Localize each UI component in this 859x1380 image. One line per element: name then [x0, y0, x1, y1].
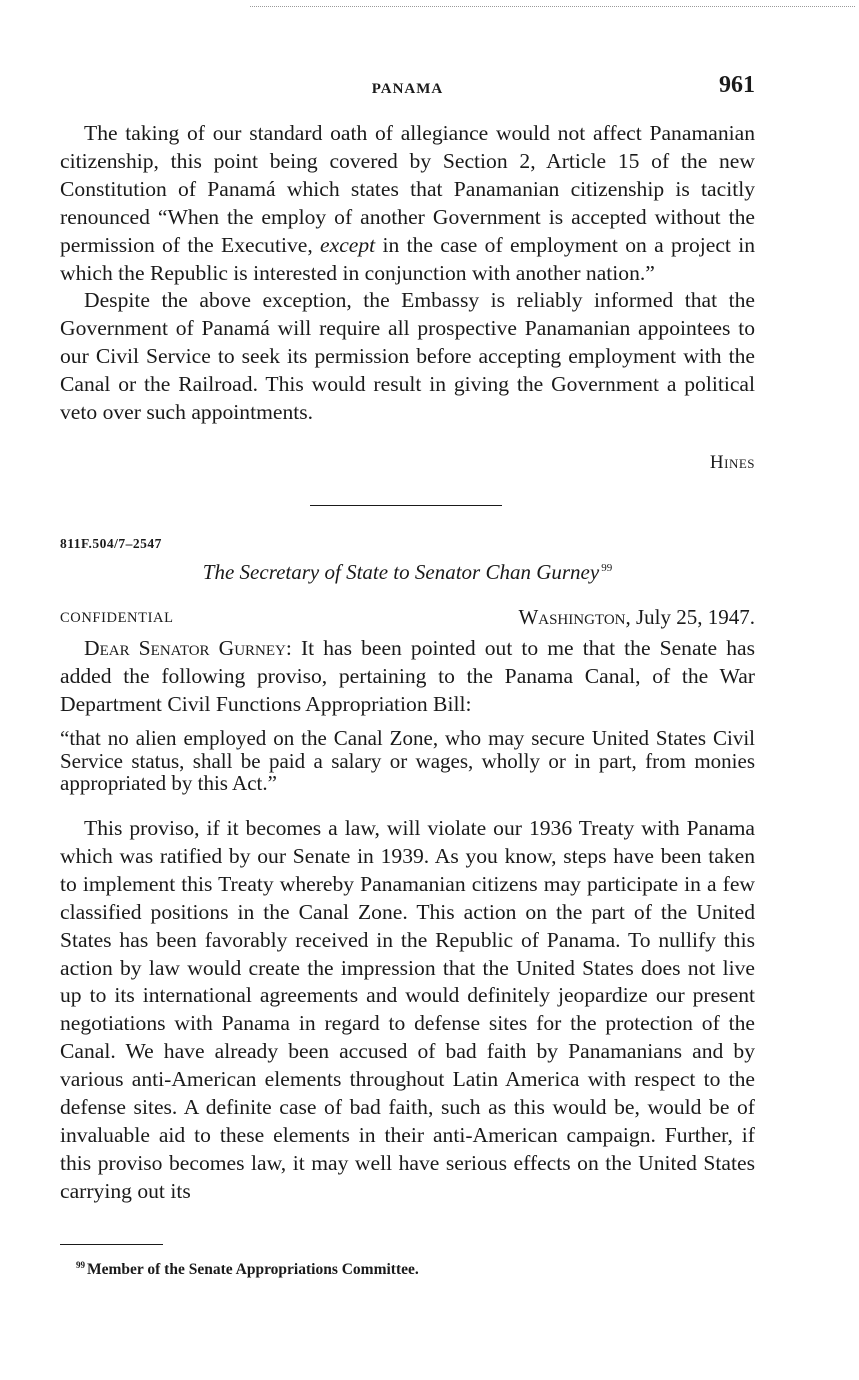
running-title: PANAMA [371, 81, 444, 97]
signature: Hines [709, 452, 755, 473]
salutation: Dear Senator Gurney [84, 636, 286, 660]
paragraph-exception: Despite the above exception, the Embassy is reliably informed that the Government of Panamá will require all prospective Panamanian appointees to our Civil Service to seek its permission before accepting employment with the Canal or the Railroad. This would result in giving the Government a political veto over such appointments. [60, 288, 755, 425]
date: July 25, 1947. [635, 605, 755, 629]
opening-text: It has been pointed out to me that the Senate has added the following proviso, pertaining to the Panama Canal, of the War Department Civil Functions Appropriation Bill: [60, 636, 755, 716]
document-title [60, 560, 755, 585]
previous-document-text [60, 120, 755, 427]
footnote [76, 1260, 419, 1279]
paragraph-oath-part2: in the case of employment on a project in which the Republic is interested in conjunction with another nation.” [60, 232, 755, 285]
section-divider [310, 505, 502, 506]
document-title-text: The Secretary of State to Senator Chan Gurney [202, 560, 600, 584]
footnote-rule [60, 1244, 163, 1245]
place-date: Washington, July 25, 1947. [518, 605, 755, 629]
footnote-number: 99 [76, 1260, 85, 1270]
page-header [60, 72, 755, 108]
top-dotted-rule [250, 6, 855, 7]
paragraph-opening: Dear Senator Gurney: It has been pointed out to me that the Senate has added the following proviso, pertaining to the Panama Canal, of the War Department Civil Functions Appropriation Bill: [60, 636, 755, 716]
footnote-text: Member of the Senate Appropriations Committee. [87, 1261, 419, 1279]
letter-body [60, 815, 755, 1206]
file-number: 811F.504/7–2547 [60, 536, 162, 551]
paragraph-oath-part1: The taking of our standard oath of allegiance would not affect Panamanian citizenship, this point being covered by Section 2, Article 15 of the new Constitution of Panamá which states that Panamanian citizenship is tacitly renounced “When the employ of another Government is accepted without the permission of the Executive, [60, 121, 755, 257]
paragraph-body: This proviso, if it becomes a law, will violate our 1936 Treaty with Panama which was ratified by our Senate in 1939. As you know, steps have been taken to implement this Treaty whereby Panamanian citizens may participate in a few classified positions in the Canal Zone. This action on the part of the United States has been favorably received in the Republic of Panama. To nullify this action by law would create the impression that the United States does not live up to its international agreements and would definitely jeopardize our present negotiations with Panama in regard to defense sites for the protection of the Canal. We have already been accused of bad faith by Panamanians and by various anti-American elements throughout Latin America with respect to the defense sites. A definite case of bad faith, such as this would be, would be of invaluable aid to these elements in their anti-American campaign. Further, if this proviso becomes law, it may well have serious effects on the United States carrying out its [60, 816, 755, 1203]
letter-opening [60, 635, 755, 719]
paragraph-oath [60, 120, 755, 287]
block-quote: “that no alien employed on the Canal Zone, who may secure United States Civil Service status, shall be paid a salary or wages, wholly or in part, from monies appropriated by this Act.” [60, 726, 755, 795]
emphasis-except: except [320, 232, 376, 257]
footnote-ref: 99 [601, 562, 613, 574]
place: Washington [518, 605, 626, 629]
page-number: 961 [719, 72, 755, 98]
classification: CONFIDENTIAL [60, 610, 174, 626]
